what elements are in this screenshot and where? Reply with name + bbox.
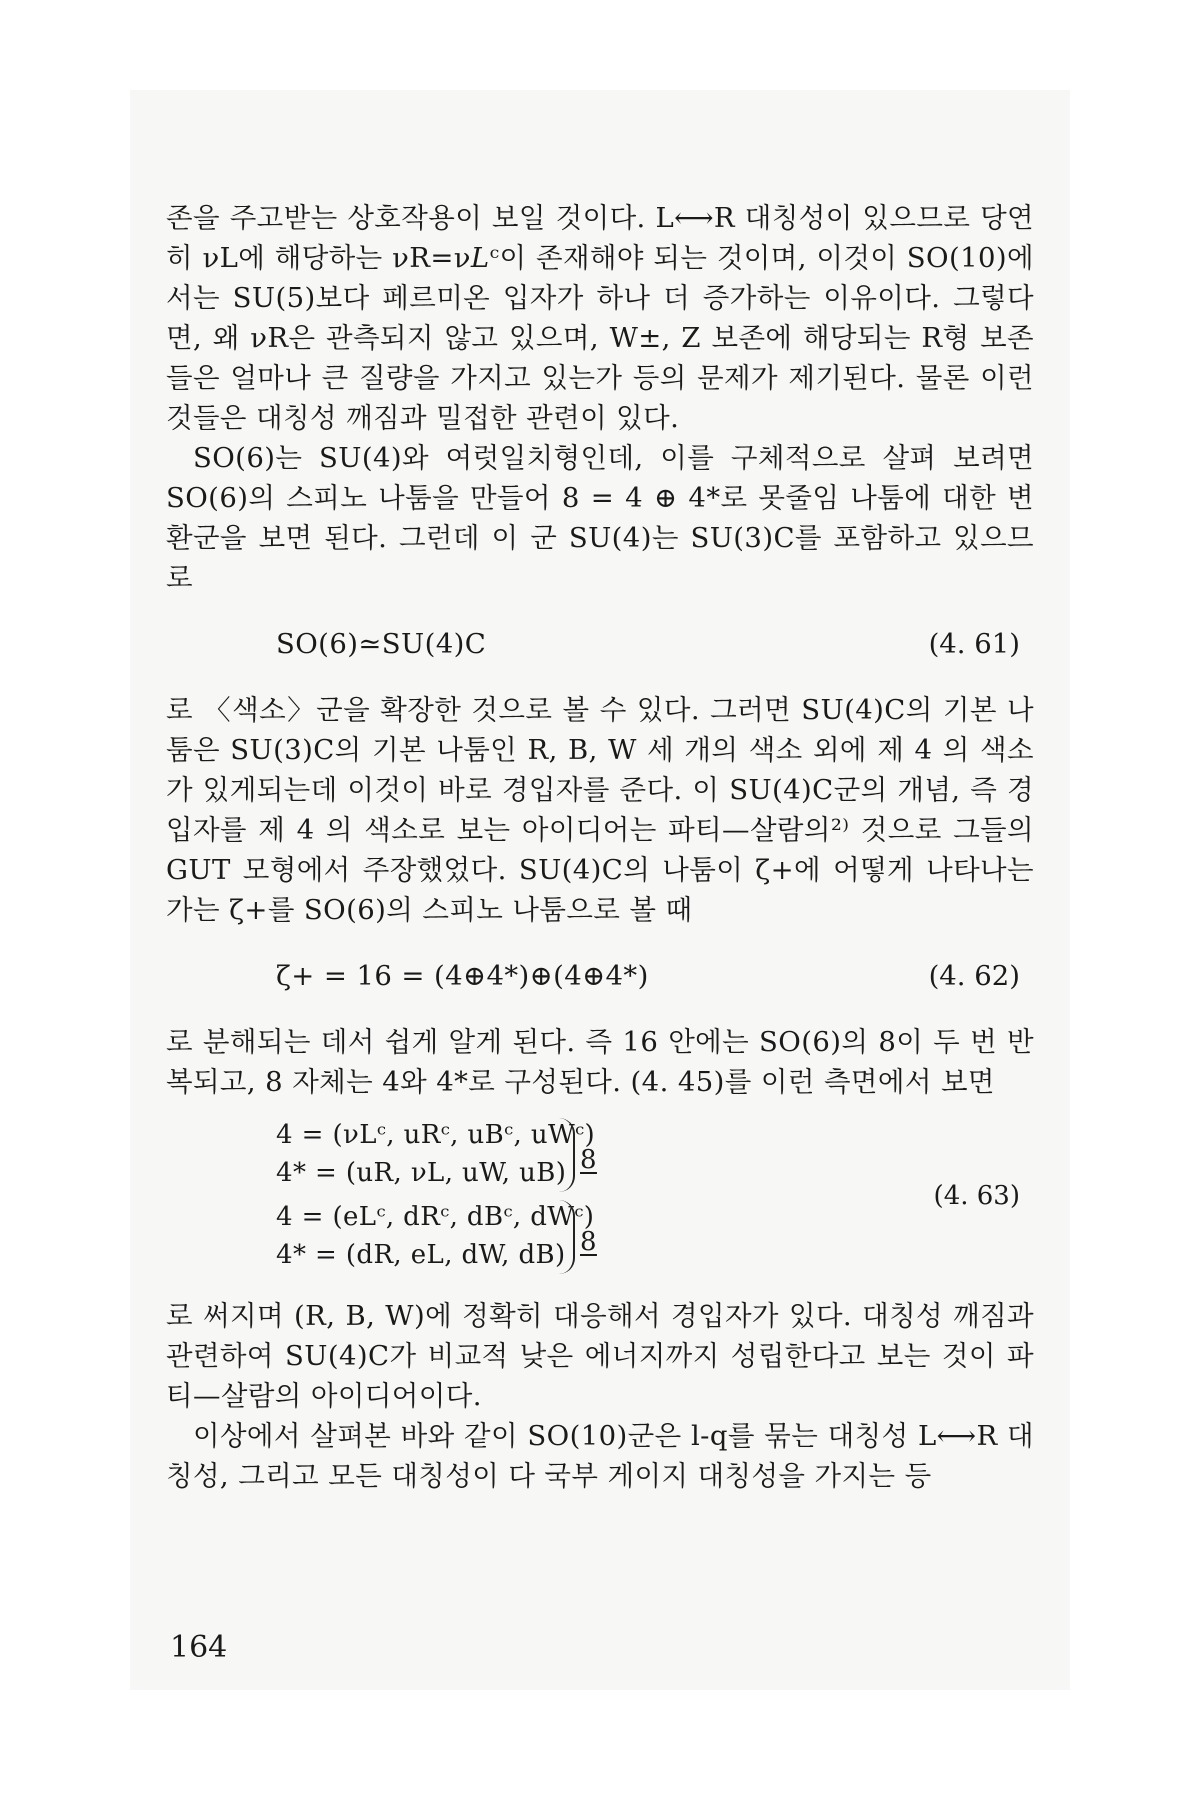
right-brace-icon [559,1118,575,1192]
equation-4-63-row: 4 = (νLᶜ, uRᶜ, uBᶜ, uWᶜ) [276,1120,596,1150]
equation-4-63-row: 4 = (eLᶜ, dRᶜ, dBᶜ, dWᶜ) [276,1202,595,1232]
equation-4-61 [166,624,1034,664]
equation-4-63-row: 4* = (uR, νL, uW, uB) [276,1158,567,1188]
equation-4-63 [166,1116,1034,1276]
equation-4-63-number: (4. 63) [933,1181,1020,1211]
group-label: 8 [580,1227,597,1257]
paragraph-3: 로 〈색소〉군을 확장한 것으로 볼 수 있다. 그러면 SU(4)C의 기본 나툼은 SU(3)C의 기본 나툼인 R, B, W 세 개의 색소 외에 제 4 의 색소가 있게되는데 이것이 바로 경입자를 준다. 이 SU(4)C군의 개념, 즉 경입자를 제 4 의 색소로 보는 아이디어는 파티—살람의²⁾ 것으로 그들의 GUT 모형에서 주장했었다. SU(4)C의 나툼이 ζ+에 어떻게 나타나는가는 ζ+를 SO(6)의 스피노 나툼으로 볼 때 [166,694,1034,926]
paragraph-6: 이상에서 살펴본 바와 같이 SO(10)군은 l-q를 묶는 대칭성 L⟷R 대칭성, 그리고 모든 대칭성이 다 국부 게이지 대칭성을 가지는 등 [166,1420,1034,1492]
body-text [166,198,1034,1496]
group-label: 8 [580,1145,597,1175]
paragraph-1: 존을 주고받는 상호작용이 보일 것이다. L⟷R 대칭성이 있으므로 당연히 νL에 해당하는 νR=ν𝐿ᶜ이 존재해야 되는 것이며, 이것이 SO(10)에서는 SU(5)보다 페르미온 입자가 하나 더 증가하는 이유이다. 그렇다면, 왜 νR은 관측되지 않고 있으며, W±, Z 보존에 해당되는 R형 보존들은 얼마나 큰 질량을 가지고 있는가 등의 문제가 제기된다. 물론 이런 것들은 대칭성 깨짐과 밀접한 관련이 있다. [166,202,1034,434]
paragraph-4: 로 분해되는 데서 쉽게 알게 된다. 즉 16 안에는 SO(6)의 8이 두 번 반복되고, 8 자체는 4와 4*로 구성된다. (4. 45)를 이런 측면에서 보면 [166,1026,1034,1098]
equation-4-62-number: (4. 62) [928,960,1020,992]
right-brace-icon [559,1200,575,1274]
paragraph-2: SO(6)는 SU(4)와 여럿일치형인데, 이를 구체적으로 살펴 보려면 SO(6)의 스피노 나툼을 만들어 8 = 4 ⊕ 4*로 못줄임 나툼에 대한 변환군을 보면 된다. 그런데 이 군 SU(4)는 SU(3)C를 포함하고 있으므로 [166,442,1034,594]
equation-4-61-number: (4. 61) [928,628,1020,660]
equation-4-63-row: 4* = (dR, eL, dW, dB) [276,1240,566,1270]
paragraph-5: 로 써지며 (R, B, W)에 정확히 대응해서 경입자가 있다. 대칭성 깨짐과 관련하여 SU(4)C가 비교적 낮은 에너지까지 성립한다고 보는 것이 파티—살람의 아이디어이다. [166,1300,1034,1412]
equation-4-62 [166,956,1034,996]
page-number: 164 [170,1630,228,1665]
equation-4-61-expression: SO(6)≃SU(4)C [276,628,487,660]
equation-4-62-expression: ζ+ = 16 = (4⊕4*)⊕(4⊕4*) [276,960,649,992]
